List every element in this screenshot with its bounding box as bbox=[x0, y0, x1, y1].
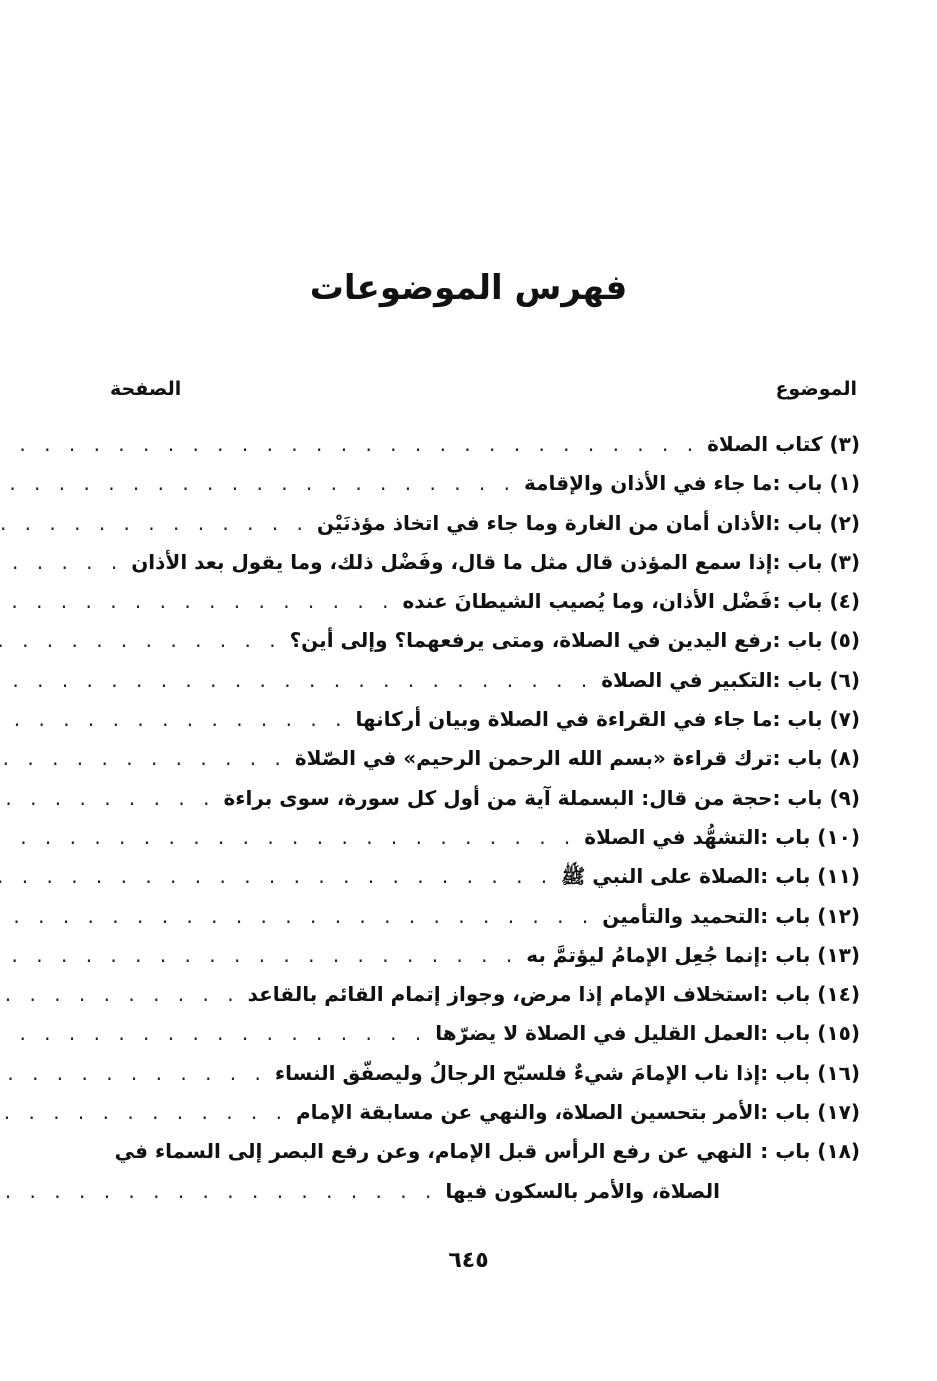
page-title: فهرس الموضوعات bbox=[309, 268, 628, 308]
leader-dots bbox=[0, 864, 553, 888]
toc-entry-title: التكبير في الصلاة bbox=[601, 667, 773, 692]
toc-entry-title: الأذان أمان من الغارة وما جاء في اتخاذ مؤذنَيْن bbox=[316, 510, 773, 535]
toc-entry-title: الأمر بتحسين الصلاة، والنهي عن مسابقة الإمام bbox=[296, 1100, 761, 1125]
toc-entry bbox=[118, 943, 860, 982]
leader-dots bbox=[0, 628, 282, 652]
toc-entry-title: ما جاء في الأذان والإقامة bbox=[523, 471, 773, 496]
toc-entry bbox=[118, 707, 860, 746]
toc-entry-number: (٥) باب : bbox=[772, 628, 860, 653]
toc-entry bbox=[118, 668, 860, 707]
toc-entry bbox=[118, 550, 860, 589]
toc-entry-title: ترك قراءة «بسم الله الرحمن الرحيم» في الصّلاة bbox=[294, 746, 773, 771]
toc-entry-title: العمل القليل في الصلاة لا يضرّها bbox=[435, 1021, 761, 1046]
toc-entry bbox=[118, 432, 860, 471]
leader-dots bbox=[0, 904, 594, 928]
toc-entry-title-line2: الصلاة، والأمر بالسكون فيها bbox=[445, 1178, 720, 1203]
toc-entry-number: (١٨) باب : bbox=[760, 1139, 860, 1164]
toc-entry-number: (١٥) باب : bbox=[760, 1021, 860, 1046]
toc-entry-title: إذا سمع المؤذن قال مثل ما قال، وفَضْل ذلك، وما يقول بعد الأذان bbox=[131, 549, 773, 574]
toc-entry bbox=[118, 1100, 860, 1139]
toc-entry-title: الصلاة على النبي ﷺ bbox=[561, 864, 761, 889]
toc-entry-title: فَضْل الأذان، وما يُصيب الشيطانَ عنده bbox=[402, 589, 773, 614]
toc-entry-title: التحميد والتأمين bbox=[602, 903, 761, 928]
page-number: ٦٤٥ bbox=[448, 1248, 489, 1273]
toc-entry-number: (٧) باب : bbox=[772, 707, 860, 732]
leader-dots bbox=[0, 1179, 437, 1203]
page-column-header: الصفحة bbox=[110, 378, 182, 400]
leader-dots bbox=[0, 1061, 267, 1085]
leader-dots bbox=[0, 707, 347, 731]
toc-entry-number: (٩) باب : bbox=[772, 785, 860, 810]
toc-entry-title: إذا ناب الإمامَ شيءٌ فلسبّح الرجالُ وليصفّق النساء bbox=[274, 1060, 761, 1085]
toc-entry-title: إنما جُعِل الإمامُ ليؤتمَّ به bbox=[526, 942, 761, 967]
toc-entry-title-line1: النهي عن رفع الرأس قبل الإمام، وعن رفع البصر إلى السماء في bbox=[114, 1139, 753, 1164]
toc-entry bbox=[118, 589, 860, 628]
leader-dots bbox=[0, 825, 576, 849]
toc-entry-title: حجة من قال: البسملة آية من أول كل سورة، سوى براءة bbox=[223, 785, 773, 810]
leader-dots bbox=[0, 432, 699, 456]
toc-entry bbox=[118, 471, 860, 510]
toc-entry-title: التشهُّد في الصلاة bbox=[584, 824, 761, 849]
toc-entry bbox=[118, 825, 860, 864]
toc-entry bbox=[118, 904, 860, 943]
toc-entry-number: (١٧) باب : bbox=[760, 1100, 860, 1125]
toc-entry-number: (١٣) باب : bbox=[760, 942, 860, 967]
toc-entry-number: (٣) باب : bbox=[772, 549, 860, 574]
toc-entry bbox=[118, 1021, 860, 1060]
toc-entry bbox=[118, 1061, 860, 1100]
leader-dots bbox=[0, 1021, 427, 1045]
leader-dots bbox=[0, 982, 240, 1006]
toc-entry bbox=[118, 982, 860, 1021]
topic-column-header: الموضوع bbox=[775, 378, 857, 400]
toc-entry bbox=[118, 628, 860, 667]
toc-entry-number: (٢) باب : bbox=[772, 510, 860, 535]
toc-entry bbox=[118, 786, 860, 825]
leader-dots bbox=[0, 1100, 288, 1124]
toc-entry-number: (٦) باب : bbox=[772, 667, 860, 692]
toc-entry-number: (١٤) باب : bbox=[760, 982, 860, 1007]
leader-dots bbox=[0, 589, 394, 613]
toc-entry-number: (٣) كتاب الصلاة bbox=[707, 432, 860, 456]
toc-entry bbox=[118, 864, 860, 903]
toc-entry-title: استخلاف الإمام إذا مرض، وجواز إتمام القائم بالقاعد bbox=[247, 982, 761, 1007]
leader-dots bbox=[0, 550, 123, 574]
toc-entry bbox=[118, 746, 860, 785]
toc-entry-number: (١) باب : bbox=[772, 471, 860, 496]
leader-dots bbox=[0, 943, 518, 967]
toc-entry bbox=[114, 1139, 860, 1218]
toc-entry bbox=[118, 511, 860, 550]
leader-dots bbox=[0, 786, 215, 810]
toc-entry-number: (٨) باب : bbox=[772, 746, 860, 771]
toc-entry-number: (١٦) باب : bbox=[760, 1060, 860, 1085]
leader-dots bbox=[0, 471, 516, 495]
toc-entry-number: (١٢) باب : bbox=[760, 903, 860, 928]
toc-entry-title: ما جاء في القراءة في الصلاة وبيان أركانها bbox=[355, 707, 773, 732]
toc-entry-number: (٤) باب : bbox=[772, 589, 860, 614]
toc-entry-title: رفع اليدين في الصلاة، ومتى يرفعهما؟ وإلى أين؟ bbox=[289, 628, 773, 653]
leader-dots bbox=[0, 511, 309, 535]
toc-entry-number: (١١) باب : bbox=[760, 864, 860, 889]
leader-dots bbox=[0, 746, 287, 770]
toc-entry-number: (١٠) باب : bbox=[760, 824, 860, 849]
leader-dots bbox=[0, 668, 593, 692]
table-of-contents bbox=[114, 432, 860, 1218]
